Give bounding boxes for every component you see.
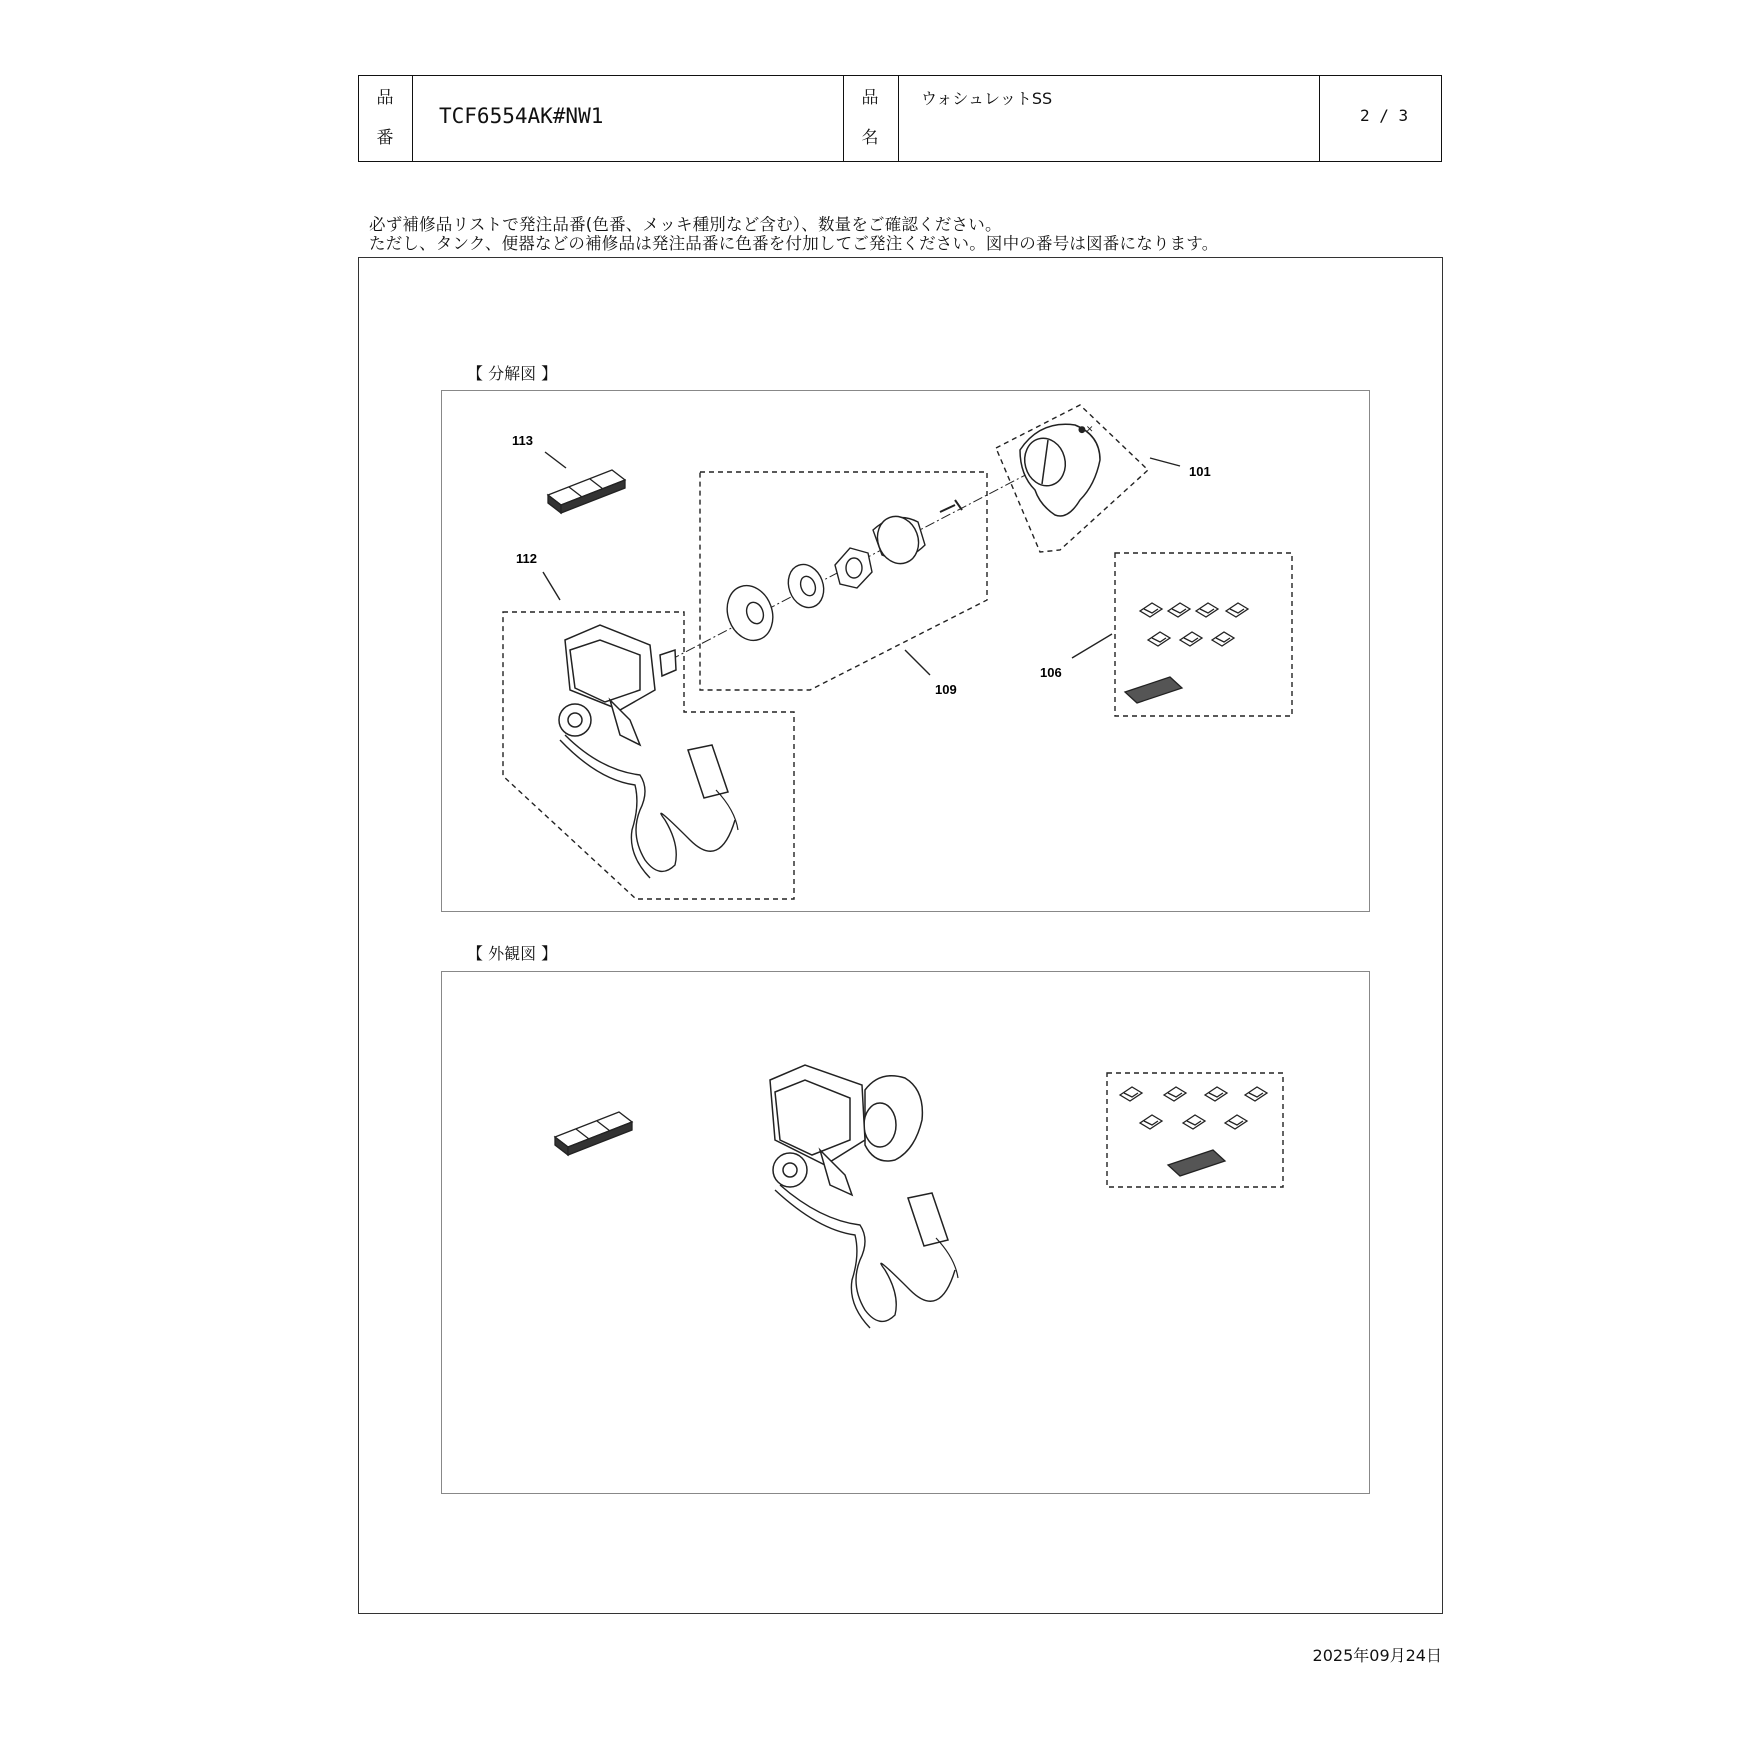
issue-date: 2025年09月24日: [1312, 1646, 1442, 1665]
exploded-view-title: 【 分解図 】: [467, 364, 558, 383]
callout-106: 106: [1040, 665, 1062, 680]
appearance-view-title: 【 外観図 】: [467, 944, 558, 963]
product-name: ウォシュレットSS: [921, 89, 1053, 108]
clip: [1183, 1115, 1205, 1129]
product-name-label-1: 品: [861, 88, 879, 108]
part-no-label-1: 品: [376, 88, 394, 108]
svg-text:●✕: ●✕: [1078, 425, 1094, 435]
page-number: 2 / 3: [1360, 106, 1409, 125]
cord-tag: [908, 1193, 948, 1246]
appearance-tape: [1168, 1150, 1225, 1176]
part-no-label-2: 番: [376, 128, 394, 148]
appearance-assembly: [770, 1065, 958, 1328]
cord: [775, 1190, 870, 1328]
callout-109: 109: [935, 682, 957, 697]
appearance-clips: [1120, 1087, 1267, 1176]
clip: [1140, 1115, 1162, 1129]
product-name-label-2: 名: [861, 128, 879, 148]
appearance-strip: [555, 1112, 632, 1155]
notice-line-1: 必ず補修品リストで発注品番(色番、メッキ種別など含む）、数量をご確認ください。: [369, 215, 1002, 234]
callout-113: 113: [512, 433, 533, 448]
clip: [1245, 1087, 1267, 1101]
clip: [1120, 1087, 1142, 1101]
callout-101: 101: [1189, 464, 1211, 479]
clip: [1205, 1087, 1227, 1101]
clip: [1225, 1115, 1247, 1129]
callout-112: 112: [516, 551, 537, 566]
part-no: TCF6554AK#NW1: [439, 104, 604, 128]
notice-line-2: ただし、タンク、便器などの補修品は発注品番に色番を付加してご発注ください。図中の番号は図番になります。: [369, 234, 1219, 253]
clip: [1164, 1087, 1186, 1101]
